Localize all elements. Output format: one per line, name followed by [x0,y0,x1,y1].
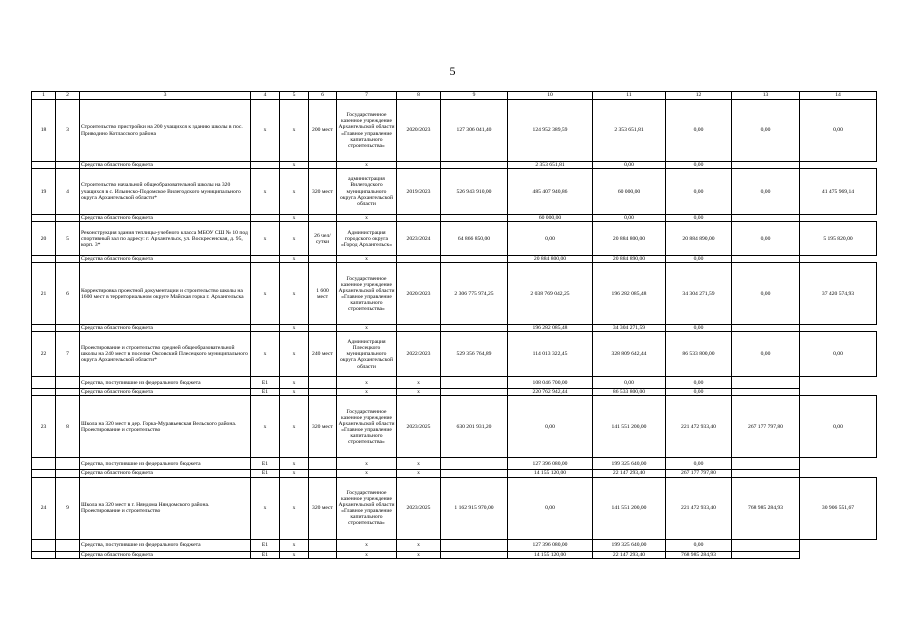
object-cell-col-12: 86 533 800,00 [666,332,732,377]
object-cell-col-10: 2 038 769 042,25 [508,263,593,325]
funding-cell-col-12: 0,00 [666,458,732,470]
funding-cell-col-13 [732,162,800,169]
object-cell-col-6: 240 мест [309,332,337,377]
funding-source-label: Средства областного бюджета [80,325,251,332]
funding-cell-col-5: х [280,256,309,263]
page-number: 5 [449,64,456,78]
object-cell-col-6: 320 мест [309,396,337,458]
funding-cell-col-12: 0,00 [666,325,732,332]
object-cell-col-13: 768 985 284,93 [732,477,800,539]
column-number-7: 7 [337,92,397,100]
funding-cell-col-12: 267 177 797,80 [666,470,732,477]
object-cell-col-9: 127 306 041,40 [441,100,508,162]
funding-cell-col-10: 20 884 800,00 [508,256,593,263]
object-cell-col-11: 196 282 085,48 [593,263,666,325]
funding-cell-empty [56,162,80,169]
funding-cell-col-6 [309,539,337,551]
object-cell-col-5: х [280,477,309,539]
object-cell-col-2: 6 [56,263,80,325]
funding-cell-col-9 [441,377,508,389]
funding-source-label: Средства областного бюджета [80,215,251,222]
column-number-10: 10 [508,92,593,100]
funding-cell-col-9 [441,551,508,558]
funding-cell-col-9 [441,162,508,169]
column-number-11: 11 [593,92,666,100]
object-cell-col-1: 22 [32,332,56,377]
object-cell-col-1: 23 [32,396,56,458]
object-cell-col-8: 2019/2023 [397,169,441,215]
funding-cell-col-7: х [337,539,397,551]
column-number-6: 6 [309,92,337,100]
funding-cell-empty [56,377,80,389]
funding-source-row [32,470,877,477]
funding-source-row [32,539,877,551]
funding-cell-empty [56,389,80,396]
object-cell-col-8: 2023/2025 [397,477,441,539]
funding-cell-col-4: Е1 [251,539,280,551]
object-cell-col-2: 7 [56,332,80,377]
funding-cell-col-7: х [337,389,397,396]
funding-cell-empty [32,470,56,477]
funding-cell-empty [32,551,56,558]
object-cell-col-2: 3 [56,100,80,162]
object-cell-col-1: 24 [32,477,56,539]
object-cell-col-7: администрация Вилегодского муниципального округа Архангельской области [337,169,397,215]
object-cell-col-5: х [280,169,309,215]
funding-cell-col-6 [309,389,337,396]
funding-cell-col-12: 0,00 [666,377,732,389]
funding-cell-empty [32,325,56,332]
funding-cell-col-13 [732,256,800,263]
funding-cell-col-4 [251,215,280,222]
funding-source-label: Средства областного бюджета [80,256,251,263]
funding-cell-col-8 [397,325,441,332]
funding-cell-col-7: х [337,256,397,263]
column-number-row [32,92,877,100]
object-row [32,263,877,325]
column-number-8: 8 [397,92,441,100]
funding-cell-col-7: х [337,215,397,222]
funding-cell-col-10: 196 282 085,48 [508,325,593,332]
object-cell-col-14: 0,00 [800,332,877,377]
object-cell-col-4: х [251,396,280,458]
funding-cell-col-6 [309,377,337,389]
object-cell-col-4: х [251,169,280,215]
funding-cell-col-11: 0,00 [593,162,666,169]
object-cell-col-12: 20 884 890,00 [666,222,732,256]
funding-source-label: Средства областного бюджета [80,389,251,396]
object-cell-col-2: 8 [56,396,80,458]
funding-cell-col-5: х [280,389,309,396]
object-cell-col-10: 485 407 940,86 [508,169,593,215]
object-cell-col-1: 19 [32,169,56,215]
funding-cell-col-5: х [280,215,309,222]
object-cell-col-12: 221 472 933,40 [666,477,732,539]
object-cell-col-12: 221 472 933,40 [666,396,732,458]
funding-cell-col-5: х [280,470,309,477]
object-cell-col-3: Строительство пристройки на 200 учащихся к зданию школы в пос. Приводино Котласского района [80,100,251,162]
funding-cell-col-6 [309,215,337,222]
object-cell-col-11: 141 551 200,00 [593,477,666,539]
funding-cell-col-11: 22 147 293,40 [593,470,666,477]
funding-cell-col-5: х [280,458,309,470]
object-cell-col-3: Строительство начальной общеобразовательной школы на 320 учащихся в с. Ильинско-Подомское Вилегодского муниципального округа Архангельской области* [80,169,251,215]
funding-cell-col-11: 22 147 293,40 [593,551,666,558]
object-cell-col-4: х [251,332,280,377]
object-cell-col-6: 320 мест [309,477,337,539]
funding-cell-col-7: х [337,551,397,558]
funding-source-row [32,325,877,332]
funding-cell-col-9 [441,458,508,470]
object-cell-col-12: 34 304 271,59 [666,263,732,325]
funding-cell-col-8 [397,215,441,222]
object-cell-col-7: Государственное казенное учреждение Архангельской области «Главное управление капитального строительства» [337,100,397,162]
object-cell-col-7: Государственное казенное учреждение Архангельской области «Главное управление капитального строительства» [337,263,397,325]
funding-cell-col-4: Е1 [251,470,280,477]
object-cell-col-11: 20 884 800,00 [593,222,666,256]
funding-source-label: Средства, поступившие из федерального бюджета [80,539,251,551]
funding-cell-col-4: Е1 [251,551,280,558]
object-cell-col-5: х [280,332,309,377]
funding-cell-col-8: х [397,539,441,551]
funding-cell-col-6 [309,470,337,477]
funding-cell-empty [56,256,80,263]
funding-cell-col-10: 60 000,00 [508,215,593,222]
object-cell-col-12: 0,00 [666,100,732,162]
object-cell-col-5: х [280,263,309,325]
funding-cell-col-8 [397,256,441,263]
table-body [32,100,877,559]
funding-cell-col-13 [732,389,800,396]
object-cell-col-1: 21 [32,263,56,325]
funding-cell-col-7: х [337,325,397,332]
funding-cell-col-8: х [397,389,441,396]
object-cell-col-8: 2020/2023 [397,263,441,325]
funding-cell-col-6 [309,551,337,558]
object-cell-col-10: 124 952 389,59 [508,100,593,162]
funding-source-row [32,389,877,396]
funding-cell-col-6 [309,162,337,169]
column-number-5: 5 [280,92,309,100]
funding-cell-col-11: 34 304 271,59 [593,325,666,332]
object-cell-col-5: х [280,100,309,162]
funding-cell-col-8: х [397,551,441,558]
column-number-1: 1 [32,92,56,100]
column-number-3: 3 [80,92,251,100]
object-cell-col-11: 328 809 642,44 [593,332,666,377]
funding-cell-col-4: Е1 [251,389,280,396]
funding-cell-col-5: х [280,551,309,558]
object-cell-col-4: х [251,100,280,162]
column-number-9: 9 [441,92,508,100]
object-cell-col-8: 2023/2025 [397,396,441,458]
object-cell-col-9: 529 356 764,89 [441,332,508,377]
funding-cell-col-5: х [280,325,309,332]
object-cell-col-13: 267 177 797,80 [732,396,800,458]
funding-source-row [32,256,877,263]
funding-cell-col-5: х [280,162,309,169]
funding-cell-col-7: х [337,162,397,169]
funding-cell-col-11: 0,00 [593,377,666,389]
object-cell-col-11: 2 353 651,81 [593,100,666,162]
funding-cell-empty [32,256,56,263]
object-cell-col-10: 0,00 [508,222,593,256]
object-cell-col-3: Корректировка проектной документации и строительство школы на 1600 мест в территориальном округе Майская горка г. Архангельска [80,263,251,325]
funding-cell-empty [32,162,56,169]
column-number-13: 13 [732,92,800,100]
funding-cell-col-4 [251,325,280,332]
column-number-4: 4 [251,92,280,100]
object-cell-col-9: 526 943 910,00 [441,169,508,215]
funding-cell-col-10: 108 046 700,00 [508,377,593,389]
object-row [32,477,877,539]
object-cell-col-9: 630 201 931,20 [441,396,508,458]
funding-cell-empty [56,551,80,558]
funding-source-row [32,215,877,222]
object-row [32,332,877,377]
funding-cell-col-5: х [280,377,309,389]
funding-cell-col-10: 220 762 942,44 [508,389,593,396]
object-cell-col-14: 37 420 574,93 [800,263,877,325]
object-cell-col-1: 18 [32,100,56,162]
funding-cell-empty [32,215,56,222]
funding-source-label: Средства областного бюджета [80,551,251,558]
object-cell-col-6: 320 мест [309,169,337,215]
funding-cell-col-11: 0,00 [593,215,666,222]
object-cell-col-13: 0,00 [732,332,800,377]
funding-cell-empty [56,470,80,477]
funding-cell-col-7: х [337,377,397,389]
funding-cell-col-13 [732,470,800,477]
funding-cell-col-13 [732,551,800,558]
column-number-2: 2 [56,92,80,100]
funding-cell-empty [56,458,80,470]
object-cell-col-7: Администрация Плесецкого муниципального округа Архангельской области [337,332,397,377]
object-cell-col-7: Государственное казенное учреждение Архангельской области «Главное управление капитального строительства» [337,477,397,539]
object-cell-col-5: х [280,222,309,256]
funding-cell-col-7: х [337,470,397,477]
funding-cell-col-9 [441,325,508,332]
object-cell-col-13: 0,00 [732,100,800,162]
funding-cell-col-11: 86 533 800,00 [593,389,666,396]
object-cell-col-6: 1 600 мест [309,263,337,325]
funding-cell-col-5: х [280,539,309,551]
object-cell-col-11: 60 000,00 [593,169,666,215]
funding-cell-col-10: 127 396 080,00 [508,539,593,551]
funding-cell-col-12: 0,00 [666,215,732,222]
funding-cell-col-9 [441,389,508,396]
funding-cell-col-10: 2 353 651,81 [508,162,593,169]
funding-cell-empty [32,377,56,389]
funding-cell-empty [56,325,80,332]
funding-cell-col-12: 0,00 [666,389,732,396]
object-cell-col-1: 20 [32,222,56,256]
funding-cell-col-12: 0,00 [666,539,732,551]
funding-cell-empty [56,539,80,551]
funding-source-row [32,162,877,169]
funding-cell-col-4: Е1 [251,458,280,470]
object-cell-col-3: Реконструкция здания теплицы-учебного класса МБОУ СШ № 10 под спортивный зал по адресу: г. Архангельск, ул. Воскресенская, д. 95, корп. 3* [80,222,251,256]
object-cell-col-3: Школа на 320 мест в дер. Горка-Муравьевская Вельского района. Проектирование и строительство [80,396,251,458]
funding-cell-col-9 [441,539,508,551]
funding-cell-col-13 [732,325,800,332]
object-cell-col-9: 64 866 850,00 [441,222,508,256]
object-cell-col-14: 30 906 551,67 [800,477,877,539]
object-cell-col-9: 1 162 915 970,00 [441,477,508,539]
object-cell-col-2: 4 [56,169,80,215]
object-cell-col-10: 0,00 [508,396,593,458]
object-row [32,396,877,458]
funding-cell-col-9 [441,470,508,477]
column-number-14: 14 [800,92,877,100]
object-cell-col-5: х [280,396,309,458]
funding-cell-col-8: х [397,458,441,470]
funding-cell-col-8: х [397,470,441,477]
funding-cell-col-9 [441,215,508,222]
object-row [32,100,877,162]
object-cell-col-9: 2 306 775 974,25 [441,263,508,325]
funding-cell-col-12: 0,00 [666,162,732,169]
funding-source-label: Средства, поступившие из федерального бюджета [80,458,251,470]
object-cell-col-13: 0,00 [732,222,800,256]
object-cell-col-7: Государственное казенное учреждение Архангельской области «Главное управление капитального строительства» [337,396,397,458]
object-cell-col-11: 141 551 200,00 [593,396,666,458]
funding-cell-col-11: 199 325 640,00 [593,458,666,470]
object-cell-col-3: Школа на 320 мест в г. Няндома Няндомского района. Проектирование и строительство [80,477,251,539]
program-objects-table [31,91,877,559]
funding-cell-empty [32,458,56,470]
funding-cell-empty [32,389,56,396]
funding-cell-col-4: Е1 [251,377,280,389]
object-cell-col-10: 114 013 322,45 [508,332,593,377]
object-cell-col-14: 41 475 969,14 [800,169,877,215]
funding-cell-col-6 [309,325,337,332]
object-cell-col-4: х [251,222,280,256]
object-cell-col-4: х [251,263,280,325]
object-row [32,169,877,215]
funding-cell-col-8: х [397,377,441,389]
funding-cell-col-13 [732,377,800,389]
funding-source-label: Средства областного бюджета [80,470,251,477]
object-cell-col-14: 5 195 820,00 [800,222,877,256]
object-cell-col-13: 0,00 [732,169,800,215]
object-cell-col-13: 0,00 [732,263,800,325]
object-cell-col-8: 2020/2023 [397,100,441,162]
funding-cell-col-8 [397,162,441,169]
funding-source-row [32,377,877,389]
funding-source-row [32,551,877,558]
funding-cell-col-11: 20 884 890,00 [593,256,666,263]
object-cell-col-2: 9 [56,477,80,539]
funding-cell-col-6 [309,256,337,263]
funding-cell-col-12: 0,00 [666,256,732,263]
funding-cell-col-12: 768 985 284,93 [666,551,732,558]
object-cell-col-8: 2023/2024 [397,222,441,256]
funding-cell-col-13 [732,539,800,551]
funding-cell-col-9 [441,256,508,263]
object-cell-col-14: 0,00 [800,100,877,162]
funding-source-label: Средства, поступившие из федерального бюджета [80,377,251,389]
object-cell-col-3: Проектирование и строительство средней общеобразовательной школы на 240 мест в поселке Оксовский Плесецкого муниципального округа Архангельской области* [80,332,251,377]
funding-cell-col-13 [732,458,800,470]
object-cell-col-4: х [251,477,280,539]
funding-cell-col-10: 14 155 120,00 [508,470,593,477]
object-cell-col-14: 0,00 [800,396,877,458]
funding-cell-col-6 [309,458,337,470]
object-cell-col-10: 0,00 [508,477,593,539]
funding-source-row [32,458,877,470]
funding-cell-col-4 [251,162,280,169]
object-cell-col-7: Администрация городского округа «Город Архангельск» [337,222,397,256]
funding-cell-col-4 [251,256,280,263]
funding-source-label: Средства областного бюджета [80,162,251,169]
object-row [32,222,877,256]
object-cell-col-2: 5 [56,222,80,256]
object-cell-col-8: 2022/2023 [397,332,441,377]
funding-cell-col-11: 199 325 640,00 [593,539,666,551]
funding-cell-empty [56,215,80,222]
funding-cell-col-10: 127 396 080,00 [508,458,593,470]
object-cell-col-6: 200 мест [309,100,337,162]
object-cell-col-6: 26 чел/сутки [309,222,337,256]
funding-cell-col-13 [732,215,800,222]
funding-cell-empty [32,539,56,551]
column-number-12: 12 [666,92,732,100]
funding-cell-col-7: х [337,458,397,470]
object-cell-col-12: 0,00 [666,169,732,215]
funding-cell-col-10: 14 155 120,00 [508,551,593,558]
